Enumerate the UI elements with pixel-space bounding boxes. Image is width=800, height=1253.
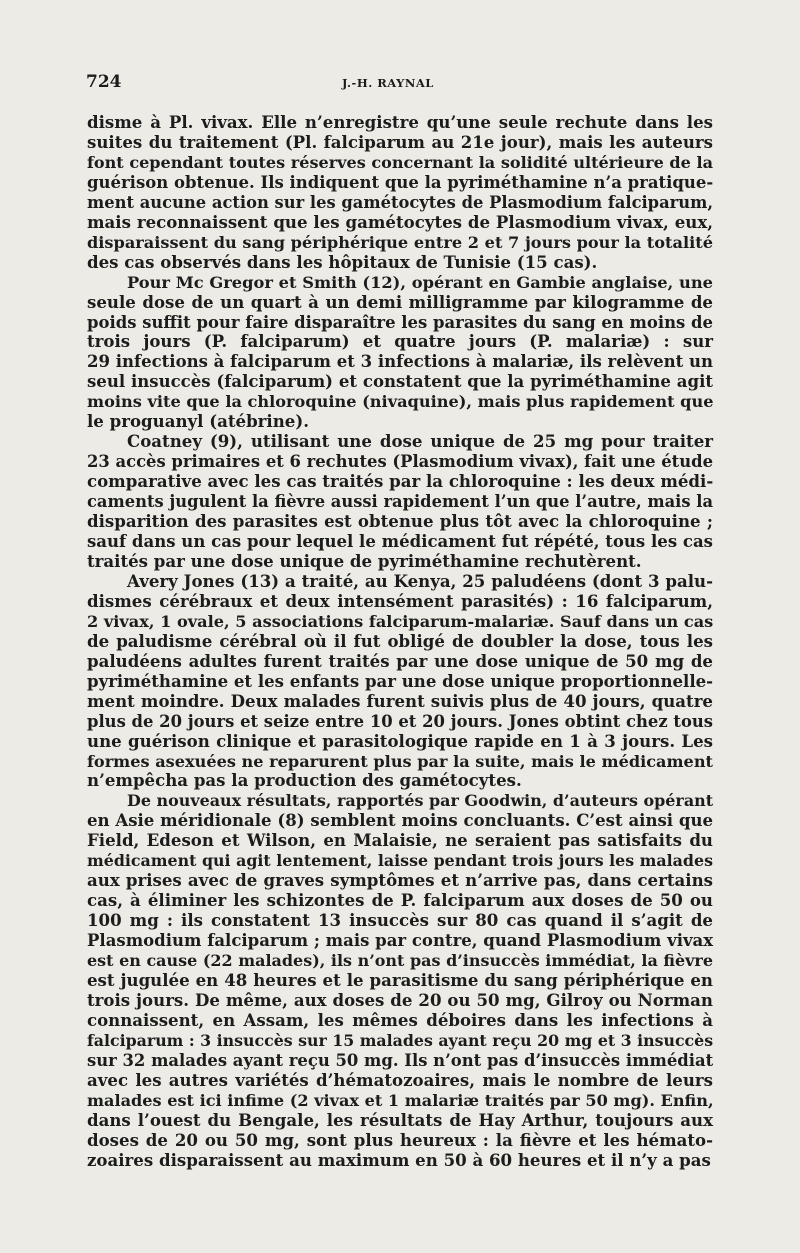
running-head — [86, 72, 714, 98]
text-line: guérison obtenue. Ils indiquent que la pyriméthamine n’a pratique- — [87, 172, 714, 192]
text-line: Coatney (9), utilisant une dose unique de 25 mg pour traiter — [127, 431, 713, 452]
text-line: avec les autres variétés d’hématozoaires, mais le nombre de leurs — [87, 1069, 713, 1090]
text-line: médicament qui agit lentement, laisse pendant trois jours les malades — [87, 851, 713, 871]
text-line: est jugulée en 48 heures et le parasitisme du sang périphérique en — [87, 969, 713, 990]
text-line: le proguanyl (atébrine). — [87, 411, 309, 432]
text-line: trois jours. De même, aux doses de 20 ou 50 mg, Gilroy ou Norman — [87, 989, 713, 1010]
text-line: doses de 20 ou 50 mg, sont plus heureux : la fièvre et les hémato- — [87, 1129, 713, 1150]
text-line: sauf dans un cas pour lequel le médicament fut répété, tous les cas — [87, 531, 713, 552]
text-line: moins vite que la chloroquine (nivaquine), mais plus rapidement que — [87, 392, 714, 412]
text-line: ment moindre. Deux malades furent suivis plus de 40 jours, quatre — [87, 690, 713, 711]
text-line: caments jugulent la fièvre aussi rapidement l’un que l’autre, mais la — [87, 492, 713, 512]
text-line: Avery Jones (13) a traité, au Kenya, 25 paludéens (dont 3 palu- — [127, 570, 713, 591]
text-line: des cas observés dans les hôpitaux de Tunisie (15 cas). — [87, 251, 598, 272]
text-line: trois jours (P. falciparum) et quatre jours (P. malariæ) : sur — [87, 331, 713, 352]
text-line: De nouveaux résultats, rapportés par Goodwin, d’auteurs opérant — [127, 791, 714, 811]
text-line: connaissent, en Assam, les mêmes déboires dans les infections à — [87, 1009, 713, 1030]
paragraph — [87, 113, 713, 273]
text-line: falciparum : 3 insuccès sur 15 malades ayant reçu 20 mg et 3 insuccès — [87, 1030, 714, 1050]
text-line: paludéens adultes furent traités par une dose unique de 50 mg de — [87, 650, 713, 671]
text-line: Plasmodium falciparum ; mais par contre, quand Plasmodium vivax — [87, 930, 714, 951]
text-line: formes asexuées ne reparurent plus par la suite, mais le médicament — [87, 751, 713, 771]
text-line: aux prises avec de graves symptômes et n’arrive pas, dans certains — [87, 870, 713, 891]
text-line: poids suffit pour faire disparaître les parasites du sang en moins de — [87, 312, 713, 332]
body-text — [87, 113, 713, 1171]
text-line: font cependant toutes réserves concernant la solidité ultérieure de la — [87, 152, 713, 172]
text-line: disparaissent du sang périphérique entre 2 et 7 jours pour la totalité — [87, 232, 713, 252]
text-line: comparative avec les cas traités par la chloroquine : les deux médi- — [87, 471, 714, 492]
page-number: 724 — [86, 72, 122, 92]
text-line: n’empêcha pas la production des gamétocytes. — [87, 770, 522, 791]
text-line: une guérison clinique et parasitologique rapide en 1 à 3 jours. Les — [87, 730, 713, 751]
text-line: Field, Edeson et Wilson, en Malaisie, ne seraient pas satisfaits du — [87, 830, 713, 851]
text-line: disme à Pl. vivax. Elle n’enregistre qu’une seule rechute dans les — [87, 112, 713, 132]
paragraph — [87, 273, 713, 433]
paragraph — [87, 572, 713, 791]
text-line: 23 accès primaires et 6 rechutes (Plasmodium vivax), fait une étude — [87, 452, 713, 472]
text-line: pyriméthamine et les enfants par une dose unique proportionnelle- — [87, 670, 714, 691]
text-line: 100 mg : ils constatent 13 insuccès sur 80 cas quand il s’agit de — [87, 910, 713, 931]
text-line: en Asie méridionale (8) semblent moins concluants. C’est ainsi que — [87, 810, 713, 831]
text-line: est en cause (22 malades), ils n’ont pas d’insuccès immédiat, la fièvre — [87, 951, 713, 971]
text-line: mais reconnaissent que les gamétocytes de Plasmodium vivax, eux, — [87, 211, 713, 232]
text-line: seule dose de un quart à un demi milligramme par kilogramme de — [87, 291, 713, 312]
text-line: de paludisme cérébral où il fut obligé de doubler la dose, tous les — [87, 630, 713, 651]
text-line: suites du traitement (Pl. falciparum au 21e jour), mais les auteurs — [87, 131, 713, 152]
text-line: dans l’ouest du Bengale, les résultats de Hay Arthur, toujours aux — [87, 1109, 713, 1130]
text-line: sur 32 malades ayant reçu 50 mg. Ils n’ont pas d’insuccès immédiat — [87, 1050, 714, 1070]
text-line: plus de 20 jours et seize entre 10 et 20 jours. Jones obtint chez tous — [87, 711, 713, 731]
text-line: cas, à éliminer les schizontes de P. falciparum aux doses de 50 ou — [87, 890, 713, 911]
text-line: disparition des parasites est obtenue plus tôt avec la chloroquine ; — [87, 511, 713, 532]
text-line: traités par une dose unique de pyriméthamine rechutèrent. — [87, 550, 642, 571]
text-line: malades est ici infime (2 vivax et 1 malariæ traités par 50 mg). Enfin, — [87, 1090, 714, 1110]
text-line: zoaires disparaissent au maximum en 50 à 60 heures et il n’y a pas — [87, 1149, 711, 1170]
text-line: 29 infections à falciparum et 3 infections à malariæ, ils relèvent un — [87, 351, 714, 372]
paragraph — [87, 791, 713, 1170]
text-line: dismes cérébraux et deux intensément parasités) : 16 falciparum, — [87, 590, 713, 611]
text-line: ment aucune action sur les gamétocytes de Plasmodium falciparum, — [87, 192, 713, 212]
text-line: Pour Mc Gregor et Smith (12), opérant en Gambie anglaise, une — [127, 272, 713, 292]
text-line: seul insuccès (falciparum) et constatent que la pyriméthamine agit — [87, 371, 713, 392]
paragraph — [87, 432, 713, 572]
running-title: J.-H. RAYNAL — [342, 76, 434, 90]
text-line: 2 vivax, 1 ovale, 5 associations falciparum-malariæ. Sauf dans un cas — [87, 611, 714, 631]
